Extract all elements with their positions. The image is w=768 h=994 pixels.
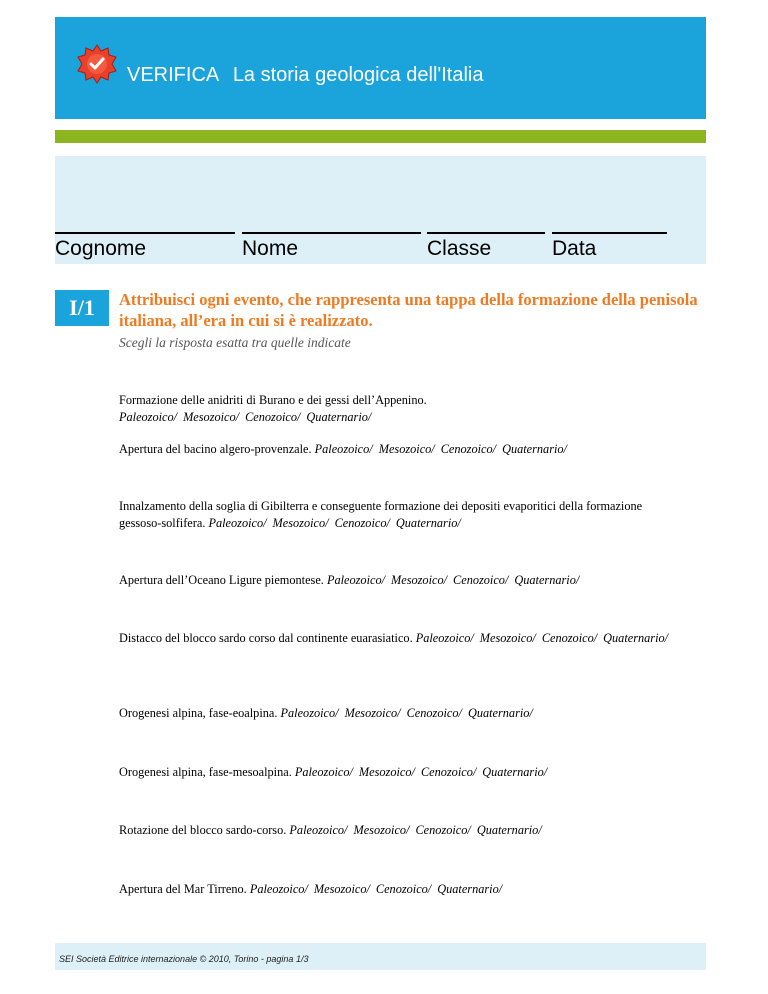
field-label: Nome: [242, 237, 299, 260]
question-item: [119, 705, 679, 722]
option-cenozoico[interactable]: Cenozoico/: [420, 765, 477, 779]
question-text: Rotazione del blocco sardo-corso.: [119, 823, 287, 837]
field-label: Classe: [427, 237, 492, 260]
header-banner: [55, 17, 706, 119]
option-cenozoico[interactable]: Cenozoico/: [406, 706, 462, 720]
option-mesozoico[interactable]: Mesozoico/: [344, 706, 401, 720]
option-quaternario[interactable]: Quaternario/: [514, 573, 580, 587]
option-cenozoico[interactable]: Cenozoico/: [415, 823, 471, 837]
option-quaternario[interactable]: Quaternario/: [395, 516, 461, 530]
field-line: [242, 232, 421, 234]
student-info-box: [55, 156, 706, 264]
field-classe[interactable]: [427, 232, 545, 261]
option-quaternario[interactable]: Quaternario/: [502, 442, 567, 456]
option-cenozoico[interactable]: Cenozoico/: [245, 410, 301, 424]
exercise-title: Attribuisci ogni evento, che rappresenta una tappa della formazione della penisola italiana, all’era in cui si è realizzato.: [119, 290, 698, 330]
option-paleozoico[interactable]: Paleozoico/: [280, 706, 339, 720]
divider-bar: [55, 130, 706, 143]
question-text: Apertura del bacino algero-provenzale.: [119, 442, 312, 456]
field-cognome[interactable]: [55, 232, 235, 261]
option-paleozoico[interactable]: Paleozoico/: [208, 516, 267, 530]
question-text: Formazione delle anidriti di Burano e dei gessi dell’Appenino.: [119, 393, 427, 407]
title-verifica: VERIFICA: [127, 64, 220, 86]
field-label: Cognome: [55, 237, 147, 260]
option-mesozoico[interactable]: Mesozoico/: [479, 631, 536, 645]
title-topic: La storia geologica dell'Italia: [232, 64, 484, 86]
option-cenozoico[interactable]: Cenozoico/: [334, 516, 390, 530]
field-line: [552, 232, 667, 234]
option-cenozoico[interactable]: Cenozoico/: [375, 882, 432, 896]
option-quaternario[interactable]: Quaternario/: [476, 823, 542, 837]
question-item: [119, 441, 679, 458]
field-data[interactable]: [552, 232, 667, 261]
option-mesozoico[interactable]: Mesozoico/: [378, 442, 435, 456]
field-line: [55, 232, 235, 234]
question-item: [119, 498, 679, 532]
question-item: [119, 392, 679, 426]
option-paleozoico[interactable]: Paleozoico/: [294, 765, 353, 779]
option-mesozoico[interactable]: Mesozoico/: [353, 823, 410, 837]
option-quaternario[interactable]: Quaternario/: [467, 706, 533, 720]
option-mesozoico[interactable]: Mesozoico/: [358, 765, 415, 779]
option-paleozoico[interactable]: Paleozoico/: [249, 882, 308, 896]
footer: [55, 943, 706, 970]
option-mesozoico[interactable]: Mesozoico/: [391, 573, 448, 587]
question-item: [119, 572, 679, 589]
question-text: Orogenesi alpina, fase-eoalpina.: [119, 706, 278, 720]
option-mesozoico[interactable]: Mesozoico/: [272, 516, 329, 530]
question-item: [119, 764, 679, 781]
question-text: Orogenesi alpina, fase-mesoalpina.: [119, 765, 292, 779]
check-badge-icon: [77, 44, 117, 84]
question-text: Distacco del blocco sardo corso dal continente euarasiatico.: [119, 631, 413, 645]
exercise-tag: I/1: [55, 290, 109, 326]
option-paleozoico[interactable]: Paleozoico/: [415, 631, 474, 645]
footer-text: SEI Società Editrice internazionale © 2010, Torino - pagina 1/3: [59, 954, 309, 964]
page-title: [127, 64, 483, 87]
option-paleozoico[interactable]: Paleozoico/: [326, 573, 386, 587]
field-nome[interactable]: [242, 232, 421, 261]
option-paleozoico[interactable]: Paleozoico/: [119, 410, 178, 424]
option-paleozoico[interactable]: Paleozoico/: [289, 823, 348, 837]
option-paleozoico[interactable]: Paleozoico/: [314, 442, 373, 456]
question-text: Apertura del Mar Tirreno.: [119, 882, 247, 896]
option-mesozoico[interactable]: Mesozoico/: [313, 882, 370, 896]
option-quaternario[interactable]: Quaternario/: [306, 410, 372, 424]
option-quaternario[interactable]: Quaternario/: [482, 765, 548, 779]
question-item: [119, 881, 679, 898]
field-line: [427, 232, 545, 234]
option-cenozoico[interactable]: Cenozoico/: [453, 573, 509, 587]
option-cenozoico[interactable]: Cenozoico/: [440, 442, 497, 456]
option-cenozoico[interactable]: Cenozoico/: [541, 631, 598, 645]
field-label: Data: [552, 237, 597, 260]
question-text: Apertura dell’Oceano Ligure piemontese.: [119, 573, 324, 587]
exercise-subtitle: Scegli la risposta esatta tra quelle indicate: [119, 335, 351, 350]
option-quaternario[interactable]: Quaternario/: [603, 631, 669, 645]
question-item: [119, 630, 679, 647]
question-text: Innalzamento della soglia di Gibilterra e conseguente formazione dei depositi evaporitici della formazione gessoso-solfifera.: [119, 499, 643, 530]
option-quaternario[interactable]: Quaternario/: [437, 882, 503, 896]
option-mesozoico[interactable]: Mesozoico/: [183, 410, 240, 424]
question-item: [119, 822, 679, 839]
